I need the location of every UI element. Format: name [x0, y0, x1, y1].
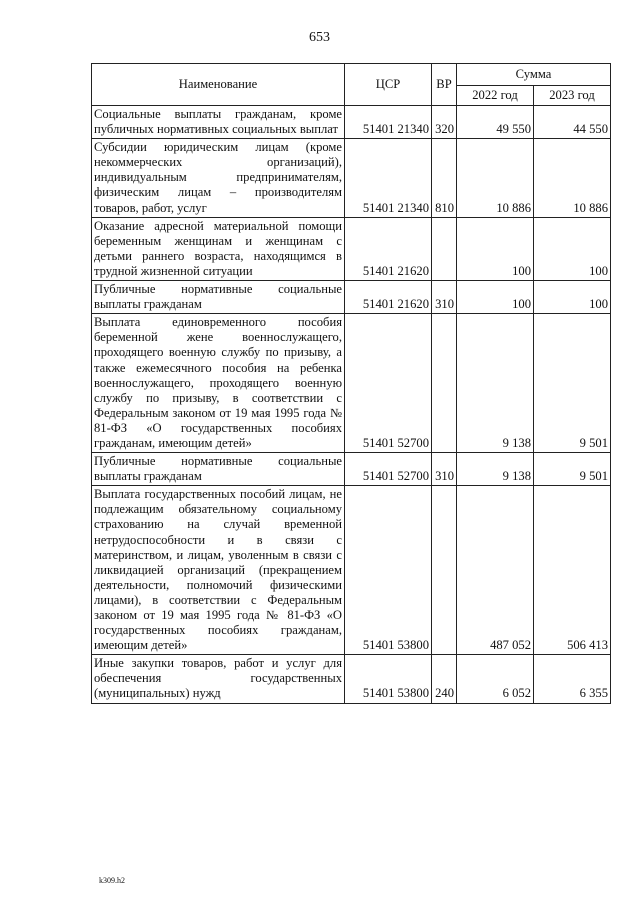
row-vr: 240 [432, 655, 457, 703]
table-row [92, 281, 611, 314]
row-name: Выплата государственных пособий лицам, не подлежащим обязательному социальному страхованию на случай временной нетрудоспособности и в связи с материнством, и лицам, уволенным в связи с ликвидацией организаций (прекращением деятельности, полномочий физическими лицами), в соответствии с Федеральным законом от 19 мая 1995 года № 81-ФЗ «О государственных пособиях гражданам, имеющим детей» [92, 486, 345, 655]
row-amount-2022: 6 052 [457, 655, 534, 703]
row-csr: 51401 52700 [345, 453, 432, 486]
row-vr: 810 [432, 139, 457, 217]
header-year-2023: 2023 год [534, 86, 611, 106]
footer-code: k309.h2 [99, 876, 125, 885]
table-row [92, 486, 611, 655]
table-row [92, 217, 611, 280]
table-body [92, 106, 611, 704]
row-name: Публичные нормативные социальные выплаты гражданам [92, 453, 345, 486]
row-amount-2023: 100 [534, 217, 611, 280]
row-amount-2022: 487 052 [457, 486, 534, 655]
header-csr: ЦСР [345, 64, 432, 106]
row-amount-2022: 100 [457, 281, 534, 314]
row-vr: 320 [432, 106, 457, 139]
table-row [92, 139, 611, 217]
row-name: Публичные нормативные социальные выплаты гражданам [92, 281, 345, 314]
row-vr [432, 217, 457, 280]
row-name: Субсидии юридическим лицам (кроме некоммерческих организаций), индивидуальным предпринимателям, физическим лицам – производителям товаров, работ, услуг [92, 139, 345, 217]
header-sum: Сумма [457, 64, 611, 86]
row-name: Иные закупки товаров, работ и услуг для обеспечения государственных (муниципальных) нужд [92, 655, 345, 703]
row-amount-2022: 49 550 [457, 106, 534, 139]
row-csr: 51401 21620 [345, 281, 432, 314]
row-amount-2023: 9 501 [534, 314, 611, 453]
row-amount-2023: 9 501 [534, 453, 611, 486]
row-csr: 51401 21620 [345, 217, 432, 280]
row-amount-2023: 506 413 [534, 486, 611, 655]
row-vr: 310 [432, 281, 457, 314]
row-csr: 51401 21340 [345, 106, 432, 139]
row-csr: 51401 53800 [345, 486, 432, 655]
page-number: 653 [309, 30, 330, 45]
row-csr: 51401 52700 [345, 314, 432, 453]
row-amount-2023: 44 550 [534, 106, 611, 139]
row-amount-2023: 10 886 [534, 139, 611, 217]
table-row [92, 106, 611, 139]
row-vr [432, 314, 457, 453]
row-name: Выплата единовременного пособия беременной жене военнослужащего, проходящего военную службу по призыву, а также ежемесячного пособия на ребенка военнослужащего, проходящего военную службу по призыву, в соответствии с Федеральным законом от 19 мая 1995 года № 81-ФЗ «О государственных пособиях гражданам, имеющим детей» [92, 314, 345, 453]
row-amount-2022: 100 [457, 217, 534, 280]
row-name: Оказание адресной материальной помощи беременным женщинам и женщинам с детьми раннего возраста, находящимся в трудной жизненной ситуации [92, 217, 345, 280]
header-vr: ВР [432, 64, 457, 106]
row-name: Социальные выплаты гражданам, кроме публичных нормативных социальных выплат [92, 106, 345, 139]
header-year-2022: 2022 год [457, 86, 534, 106]
header-name: Наименование [92, 64, 345, 106]
table-row [92, 453, 611, 486]
row-amount-2022: 10 886 [457, 139, 534, 217]
row-amount-2023: 6 355 [534, 655, 611, 703]
row-amount-2022: 9 138 [457, 314, 534, 453]
budget-table [91, 63, 611, 704]
row-amount-2023: 100 [534, 281, 611, 314]
row-csr: 51401 21340 [345, 139, 432, 217]
table-row [92, 655, 611, 703]
row-vr [432, 486, 457, 655]
table-row [92, 314, 611, 453]
row-csr: 51401 53800 [345, 655, 432, 703]
row-amount-2022: 9 138 [457, 453, 534, 486]
row-vr: 310 [432, 453, 457, 486]
